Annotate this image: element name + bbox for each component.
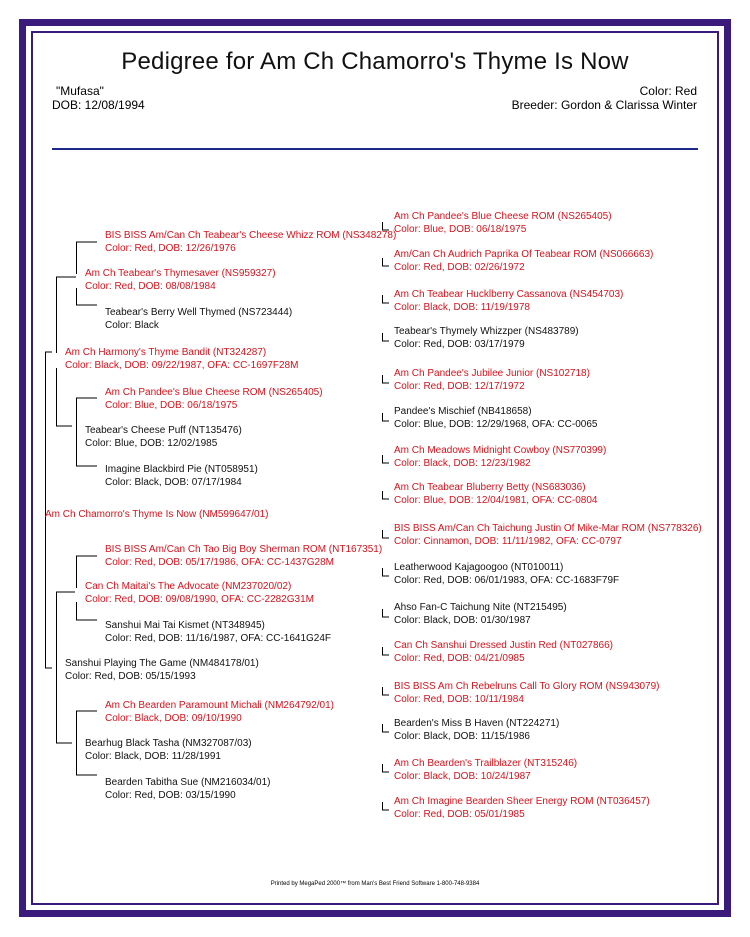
entry-info: Color: Black, DOB: 12/23/1982 bbox=[394, 458, 531, 469]
pedigree-entry-gen3 bbox=[105, 699, 334, 725]
entry-name: BIS BISS Am Ch Rebelruns Call To Glory ROM (NS943079) bbox=[394, 681, 660, 692]
dog-dob: DOB: 12/08/1994 bbox=[52, 98, 145, 112]
pedigree-entry-gen4 bbox=[394, 561, 619, 587]
entry-name: Bearden Tabitha Sue (NM216034/01) bbox=[105, 777, 271, 788]
entry-name: Ahso Fan-C Taichung Nite (NT215495) bbox=[394, 602, 567, 613]
entry-name: Am Ch Teabear's Thymesaver (NS959327) bbox=[85, 268, 276, 279]
entry-info: Color: Red, DOB: 11/16/1987, OFA: CC-1641G24F bbox=[105, 633, 332, 644]
pedigree-entry-gen4 bbox=[394, 210, 612, 236]
pedigree-entry-gen4 bbox=[394, 325, 579, 351]
entry-info: Color: Red, DOB: 05/01/1985 bbox=[394, 809, 525, 820]
dog-nickname: "Mufasa" bbox=[56, 84, 104, 98]
entry-info: Color: Black bbox=[105, 320, 159, 331]
entry-info: Color: Red, DOB: 12/17/1972 bbox=[394, 381, 525, 392]
pedigree-entry-gen3 bbox=[105, 619, 331, 645]
dog-color: Color: Red bbox=[639, 84, 697, 98]
entry-info: Color: Red, DOB: 04/21/0985 bbox=[394, 653, 525, 664]
entry-info: Color: Blue, DOB: 12/02/1985 bbox=[85, 438, 218, 449]
pedigree-entry-gen4 bbox=[394, 367, 590, 393]
entry-info: Color: Red, DOB: 06/01/1983, OFA: CC-1683F79F bbox=[394, 575, 620, 586]
entry-name: Am Ch Pandee's Blue Cheese ROM (NS265405) bbox=[394, 211, 612, 222]
entry-name: Am Ch Teabear Hucklberry Cassanova (NS454703) bbox=[394, 289, 624, 300]
entry-name: Am Ch Pandee's Blue Cheese ROM (NS265405) bbox=[105, 387, 323, 398]
pedigree-entry-gen4 bbox=[394, 248, 653, 274]
entry-info: Color: Black, DOB: 10/24/1987 bbox=[394, 771, 531, 782]
pedigree-entry-gen4 bbox=[394, 405, 597, 431]
entry-name: Leatherwood Kajagoogoo (NT010011) bbox=[394, 562, 564, 573]
entry-name: Bearhug Black Tasha (NM327087/03) bbox=[85, 738, 252, 749]
pedigree-entry-sire bbox=[65, 346, 298, 372]
pedigree-entry-gen4 bbox=[394, 680, 659, 706]
pedigree-entry-gen4 bbox=[394, 288, 623, 314]
entry-name: BIS BISS Am/Can Ch Teabear's Cheese Whizz ROM (NS348278) bbox=[105, 230, 397, 241]
entry-info: Color: Black, DOB: 01/30/1987 bbox=[394, 615, 531, 626]
entry-info: Color: Black, DOB: 11/15/1986 bbox=[394, 731, 530, 742]
entry-info: Color: Red, DOB: 03/15/1990 bbox=[105, 790, 236, 801]
entry-info: Color: Red, DOB: 02/26/1972 bbox=[394, 262, 525, 273]
pedigree-entry-gen4 bbox=[394, 639, 613, 665]
entry-name: Am Ch Meadows Midnight Cowboy (NS770399) bbox=[394, 445, 607, 456]
pedigree-entry-gen4 bbox=[394, 481, 597, 507]
entry-info: Color: Black, DOB: 11/28/1991 bbox=[85, 751, 221, 762]
entry-info: Color: Red, DOB: 05/17/1986, OFA: CC-1437G28M bbox=[105, 557, 334, 568]
pedigree-entry-gen3 bbox=[105, 543, 382, 569]
pedigree-entry-gen4 bbox=[394, 795, 650, 821]
entry-info: Color: Red, DOB: 05/15/1993 bbox=[65, 671, 196, 682]
entry-info: Color: Blue, DOB: 12/29/1968, OFA: CC-0065 bbox=[394, 419, 598, 430]
entry-name: Teabear's Thymely Whizzper (NS483789) bbox=[394, 326, 579, 337]
entry-info: Color: Black, DOB: 11/19/1978 bbox=[394, 302, 530, 313]
pedigree-entry-gen4 bbox=[394, 444, 606, 470]
pedigree-entry-gen3 bbox=[105, 229, 396, 255]
entry-name: Am Ch Bearden Paramount Michali (NM264792/01) bbox=[105, 700, 334, 711]
entry-name: BIS BISS Am/Can Ch Taichung Justin Of Mike-Mar ROM (NS778326) bbox=[394, 523, 702, 534]
entry-name: Am Ch Bearden's Trailblazer (NT315246) bbox=[394, 758, 578, 769]
pedigree-entry-gen3 bbox=[105, 306, 292, 332]
pedigree-entry-gen2 bbox=[85, 737, 252, 763]
entry-name: Am/Can Ch Audrich Paprika Of Teabear ROM (NS066663) bbox=[394, 249, 654, 260]
entry-info: Color: Cinnamon, DOB: 11/11/1982, OFA: CC-0797 bbox=[394, 536, 622, 547]
entry-name: Can Ch Sanshui Dressed Justin Red (NT027866) bbox=[394, 640, 613, 651]
entry-name: BIS BISS Am/Can Ch Tao Big Boy Sherman ROM (NT167351) bbox=[105, 544, 383, 555]
entry-name: Can Ch Maitai's The Advocate (NM237020/02) bbox=[85, 581, 292, 592]
entry-name: Sanshui Playing The Game (NM484178/01) bbox=[65, 658, 259, 669]
entry-info: Color: Red, DOB: 03/17/1979 bbox=[394, 339, 525, 350]
entry-name: Teabear's Berry Well Thymed (NS723444) bbox=[105, 307, 293, 318]
entry-info: Color: Red, DOB: 09/08/1990, OFA: CC-2282G31M bbox=[85, 594, 314, 605]
entry-name: Am Ch Harmony's Thyme Bandit (NT324287) bbox=[65, 347, 267, 358]
entry-name: Bearden's Miss B Haven (NT224271) bbox=[394, 718, 560, 729]
entry-name: Am Ch Chamorro's Thyme Is Now (NM599647/01) bbox=[45, 509, 269, 520]
footer-credit: Printed by MegaPed 2000™ from Man's Best Friend Software 1-800-748-9384 bbox=[270, 881, 480, 887]
entry-info: Color: Blue, DOB: 12/04/1981, OFA: CC-0804 bbox=[394, 495, 598, 506]
entry-name: Am Ch Pandee's Jubilee Junior (NS102718) bbox=[394, 368, 590, 379]
pedigree-entry-gen4 bbox=[394, 717, 559, 743]
pedigree-entry-gen4 bbox=[394, 522, 702, 548]
pedigree-entry-gen3 bbox=[105, 776, 270, 802]
pedigree-entry-gen2 bbox=[85, 424, 242, 450]
entry-name: Am Ch Imagine Bearden Sheer Energy ROM (NT036457) bbox=[394, 796, 650, 807]
pedigree-entry-subject bbox=[45, 508, 268, 521]
pedigree-entry-gen2 bbox=[85, 267, 276, 293]
entry-info: Color: Blue, DOB: 06/18/1975 bbox=[394, 224, 527, 235]
entry-name: Pandee's Mischief (NB418658) bbox=[394, 406, 532, 417]
breeder: Breeder: Gordon & Clarissa Winter bbox=[511, 98, 697, 112]
entry-info: Color: Blue, DOB: 06/18/1975 bbox=[105, 400, 238, 411]
entry-name: Am Ch Teabear Bluberry Betty (NS683036) bbox=[394, 482, 586, 493]
entry-info: Color: Red, DOB: 10/11/1984 bbox=[394, 694, 524, 705]
page-title: Pedigree for Am Ch Chamorro's Thyme Is Now bbox=[121, 48, 629, 75]
pedigree-entry-gen3 bbox=[105, 463, 258, 489]
entry-name: Teabear's Cheese Puff (NT135476) bbox=[85, 425, 242, 436]
entry-info: Color: Red, DOB: 08/08/1984 bbox=[85, 281, 216, 292]
entry-name: Imagine Blackbird Pie (NT058951) bbox=[105, 464, 258, 475]
entry-info: Color: Black, DOB: 09/10/1990 bbox=[105, 713, 242, 724]
entry-info: Color: Black, DOB: 07/17/1984 bbox=[105, 477, 242, 488]
pedigree-entry-gen4 bbox=[394, 601, 567, 627]
entry-info: Color: Red, DOB: 12/26/1976 bbox=[105, 243, 236, 254]
entry-info: Color: Black, DOB: 09/22/1987, OFA: CC-1697F28M bbox=[65, 360, 299, 371]
pedigree-entry-dam bbox=[65, 657, 259, 683]
pedigree-entry-gen2 bbox=[85, 580, 314, 606]
pedigree-entry-gen4 bbox=[394, 757, 577, 783]
pedigree-entry-gen3 bbox=[105, 386, 323, 412]
entry-name: Sanshui Mai Tai Kismet (NT348945) bbox=[105, 620, 265, 631]
